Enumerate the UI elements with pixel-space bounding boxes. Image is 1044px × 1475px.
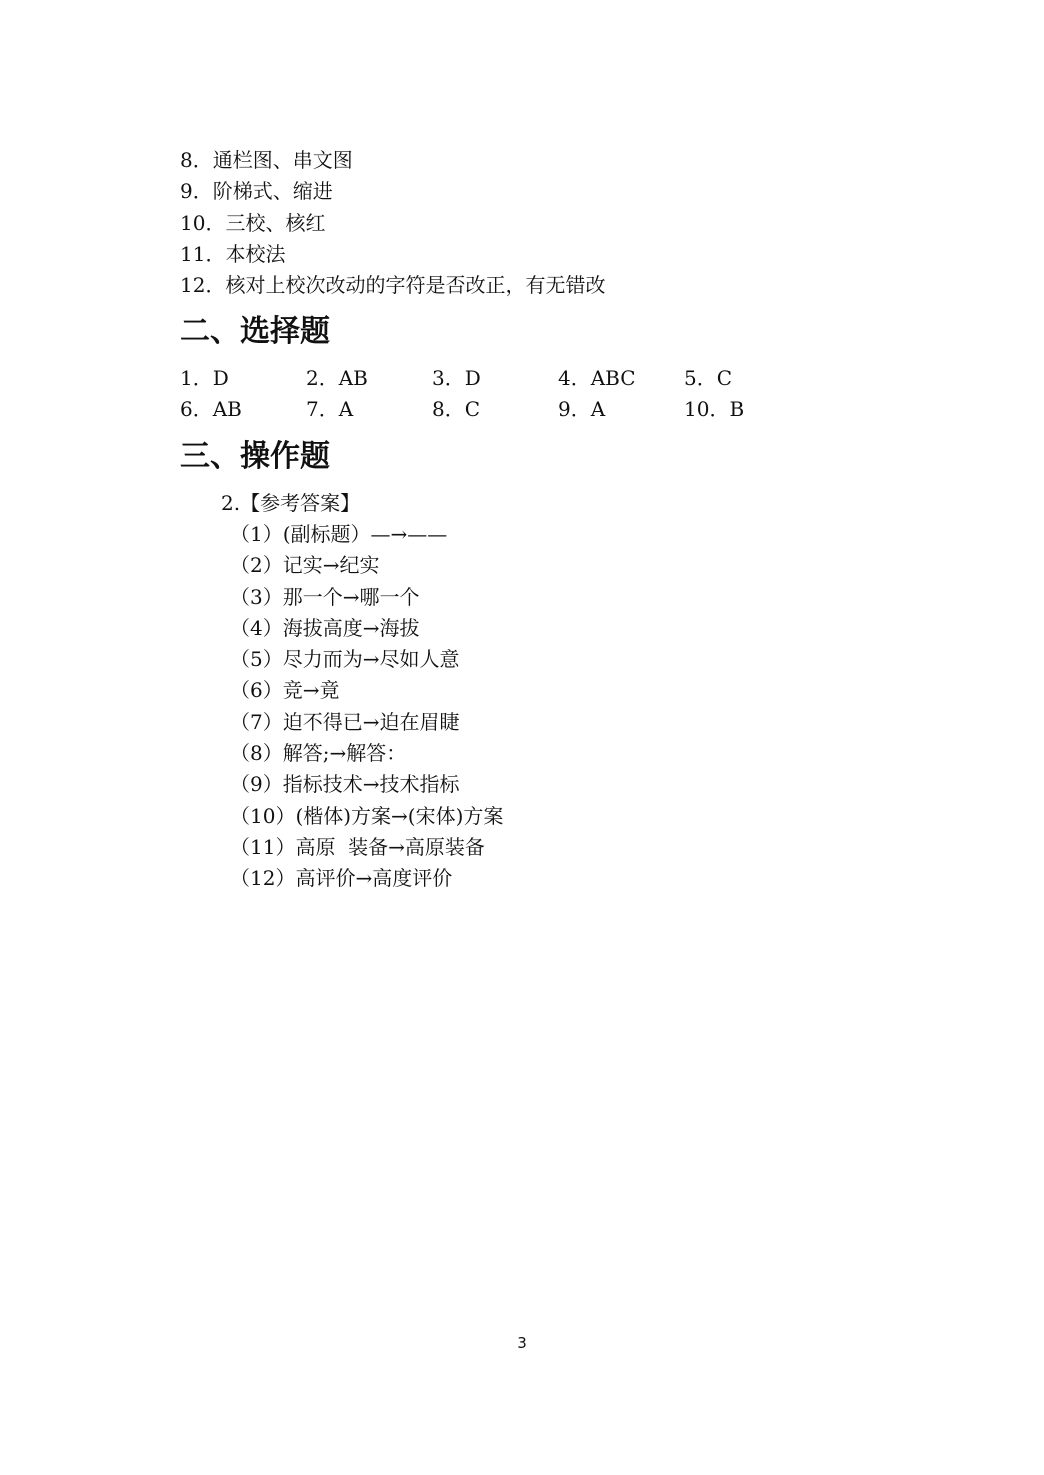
list-item: （8）解答;→解答： bbox=[230, 741, 407, 766]
reference-answer-heading: 2.【参考答案】 bbox=[221, 491, 361, 515]
list-item: 12．核对上校次改动的字符是否改正，有无错改 bbox=[180, 273, 606, 298]
choice-answer: 8．C bbox=[432, 397, 481, 422]
list-item: （10）(楷体)方案→(宋体)方案 bbox=[230, 803, 504, 828]
page-number: 3 bbox=[517, 1334, 527, 1352]
correction-answer-list bbox=[230, 519, 930, 895]
choice-answer: 3．D bbox=[432, 366, 481, 390]
list-item: 10．三校、核红 bbox=[180, 210, 326, 235]
choice-answer: 6．AB bbox=[180, 397, 242, 422]
choice-answer: 4．ABC bbox=[558, 366, 636, 390]
section-title-multiple-choice: 二、选择题 bbox=[180, 314, 330, 349]
list-item: 9．阶梯式、缩进 bbox=[180, 179, 333, 204]
list-item: （9）指标技术→技术指标 bbox=[230, 772, 460, 797]
list-item: （12）高评价→高度评价 bbox=[230, 866, 453, 891]
list-item: （3）那一个→哪一个 bbox=[230, 584, 420, 609]
list-item: （1）(副标题）—→—— bbox=[230, 522, 448, 546]
fill-in-answer-list bbox=[180, 145, 940, 301]
list-item: （7）迫不得已→迫在眉睫 bbox=[230, 709, 460, 734]
multiple-choice-answer-grid bbox=[180, 363, 820, 426]
list-item: 8．通栏图、串文图 bbox=[180, 148, 353, 172]
list-item: （2）记实→纪实 bbox=[230, 553, 380, 578]
list-item: （4）海拔高度→海拔 bbox=[230, 615, 420, 640]
choice-answer: 2．AB bbox=[306, 366, 368, 390]
list-item: （6）竞→竟 bbox=[230, 678, 340, 703]
list-item: （11）高原 装备→高原装备 bbox=[230, 834, 485, 859]
list-item: （5）尽力而为→尽如人意 bbox=[230, 647, 460, 672]
choice-answer: 9．A bbox=[558, 397, 606, 422]
section-title-practical: 三、操作题 bbox=[180, 439, 330, 474]
list-item: 11．本校法 bbox=[180, 241, 286, 266]
choice-answer: 10．B bbox=[684, 397, 745, 422]
choice-answer: 5．C bbox=[684, 366, 733, 390]
choice-answer: 1．D bbox=[180, 366, 229, 390]
choice-answer: 7．A bbox=[306, 397, 354, 422]
